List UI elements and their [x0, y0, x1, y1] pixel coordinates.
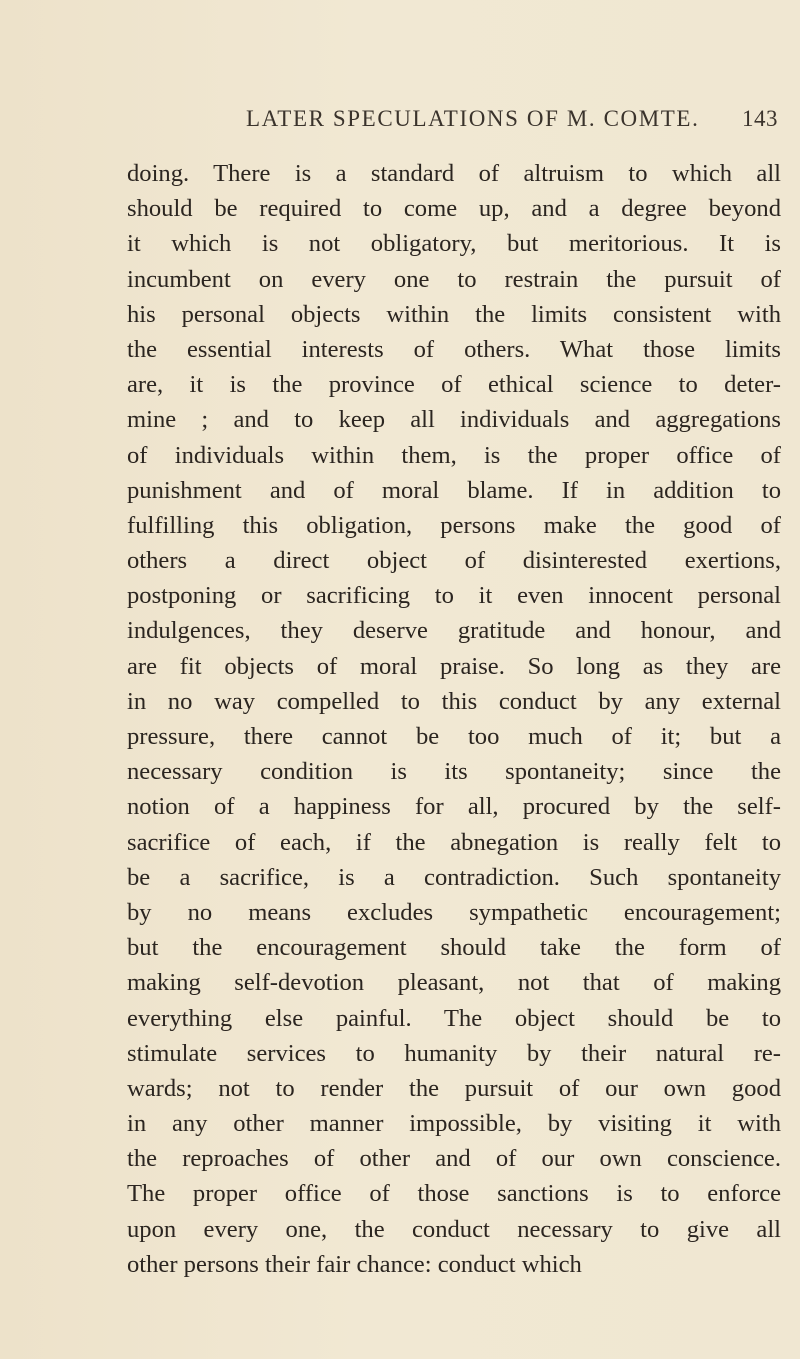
text-line: indulgences, they deserve gratitude and honour, and	[127, 617, 781, 645]
text-line: punishment and of moral blame. If in addition to	[127, 476, 781, 504]
text-line: the essential interests of others. What those limits	[127, 335, 781, 363]
text-line: his personal objects within the limits consistent with	[127, 300, 781, 328]
text-line: everything else painful. The object should be to	[127, 1004, 781, 1032]
text-line: stimulate services to humanity by their natural re-	[127, 1039, 781, 1067]
running-head	[246, 104, 786, 134]
text-line: incumbent on every one to restrain the pursuit of	[127, 265, 781, 293]
text-line: by no means excludes sympathetic encouragement;	[127, 898, 781, 926]
text-line: others a direct object of disinterested exertions,	[127, 547, 781, 575]
text-line: sacrifice of each, if the abnegation is really felt to	[127, 828, 781, 856]
text-line: notion of a happiness for all, procured by the self-	[127, 793, 781, 821]
text-line: postponing or sacrificing to it even innocent personal	[127, 582, 781, 610]
text-line: mine ; and to keep all individuals and aggregations	[127, 406, 781, 434]
text-line: are, it is the province of ethical science to deter-	[127, 371, 781, 399]
text-line: wards; not to render the pursuit of our own good	[127, 1074, 781, 1102]
text-line: necessary condition is its spontaneity; since the	[127, 758, 781, 786]
body-text	[127, 156, 781, 1282]
text-line: pressure, there cannot be too much of it; but a	[127, 723, 781, 750]
text-line: be a sacrifice, is a contradiction. Such spontaneity	[127, 863, 781, 891]
running-head-title: LATER SPECULATIONS OF M. COMTE.	[246, 106, 700, 131]
text-line: in no way compelled to this conduct by any external	[127, 687, 781, 715]
text-line: of individuals within them, is the proper office of	[127, 441, 781, 469]
text-line: it which is not obligatory, but meritorious. It is	[127, 230, 781, 258]
text-line: the reproaches of other and of our own conscience.	[127, 1145, 781, 1173]
text-line: are fit objects of moral praise. So long as they are	[127, 652, 781, 680]
text-line: doing. There is a standard of altruism to which all	[127, 160, 781, 187]
text-line: other persons their fair chance: conduct which	[127, 1250, 582, 1278]
text-line: in any other manner impossible, by visiting it with	[127, 1110, 781, 1138]
text-line: The proper office of those sanctions is to enforce	[127, 1180, 781, 1208]
text-line: fulfilling this obligation, persons make the good of	[127, 511, 781, 539]
page-number: 143	[742, 106, 778, 131]
text-line: making self-devotion pleasant, not that of making	[127, 969, 781, 997]
text-line: but the encouragement should take the form of	[127, 934, 781, 962]
text-line: upon every one, the conduct necessary to give all	[127, 1215, 781, 1243]
text-line: should be required to come up, and a degree beyond	[127, 195, 781, 223]
